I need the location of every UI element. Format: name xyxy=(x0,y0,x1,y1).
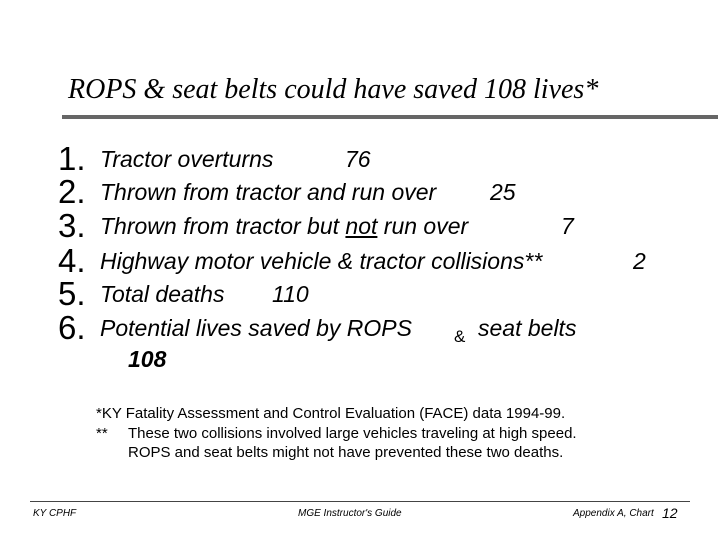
item-number-6: 6. xyxy=(58,309,86,346)
item-value-3: 7 xyxy=(561,213,574,239)
item-text-3-before: Thrown from tractor but xyxy=(100,213,346,239)
item-value-5: 110 xyxy=(272,281,309,307)
item-text-2: Thrown from tractor and run over xyxy=(100,179,437,205)
title-underline xyxy=(62,115,718,119)
item-text-6-ampersand: & xyxy=(454,327,466,346)
item-value-4: 2 xyxy=(633,248,646,274)
footer-right: Appendix A, Chart xyxy=(573,508,654,519)
item-number-3: 3. xyxy=(58,207,86,244)
footnote-1: *KY Fatality Assessment and Control Evaluation (FACE) data 1994-99. xyxy=(96,405,566,422)
item-text-6-before: Potential lives saved by ROPS xyxy=(100,315,412,341)
slide-title: ROPS & seat belts could have saved 108 lives* xyxy=(68,74,599,105)
footnote-2: These two collisions involved large vehicles traveling at high speed. xyxy=(128,425,577,442)
footnote-2-marker: ** xyxy=(96,425,108,442)
item-text-1: Tractor overturns xyxy=(100,146,274,172)
item-text-4: Highway motor vehicle & tractor collisions** xyxy=(100,248,543,274)
item-value-2: 25 xyxy=(490,179,516,205)
item-value-1: 76 xyxy=(345,146,371,172)
footer-left: KY CPHF xyxy=(33,508,77,519)
footer-center: MGE Instructor's Guide xyxy=(298,508,402,519)
item-text-5: Total deaths xyxy=(100,281,225,307)
footer-divider xyxy=(30,501,690,502)
item-value-6: 108 xyxy=(128,346,167,372)
item-text-3 xyxy=(100,212,468,240)
page-number: 12 xyxy=(662,505,678,521)
item-number-5: 5. xyxy=(58,275,86,312)
item-text-3-underlined: not xyxy=(345,213,378,239)
item-text-6-after: seat belts xyxy=(478,315,577,341)
item-number-2: 2. xyxy=(58,173,86,210)
item-number-4: 4. xyxy=(58,242,86,279)
item-number-1: 1. xyxy=(58,140,86,177)
item-text-3-after: run over xyxy=(377,213,469,239)
footnote-3: ROPS and seat belts might not have prevented these two deaths. xyxy=(128,444,564,461)
